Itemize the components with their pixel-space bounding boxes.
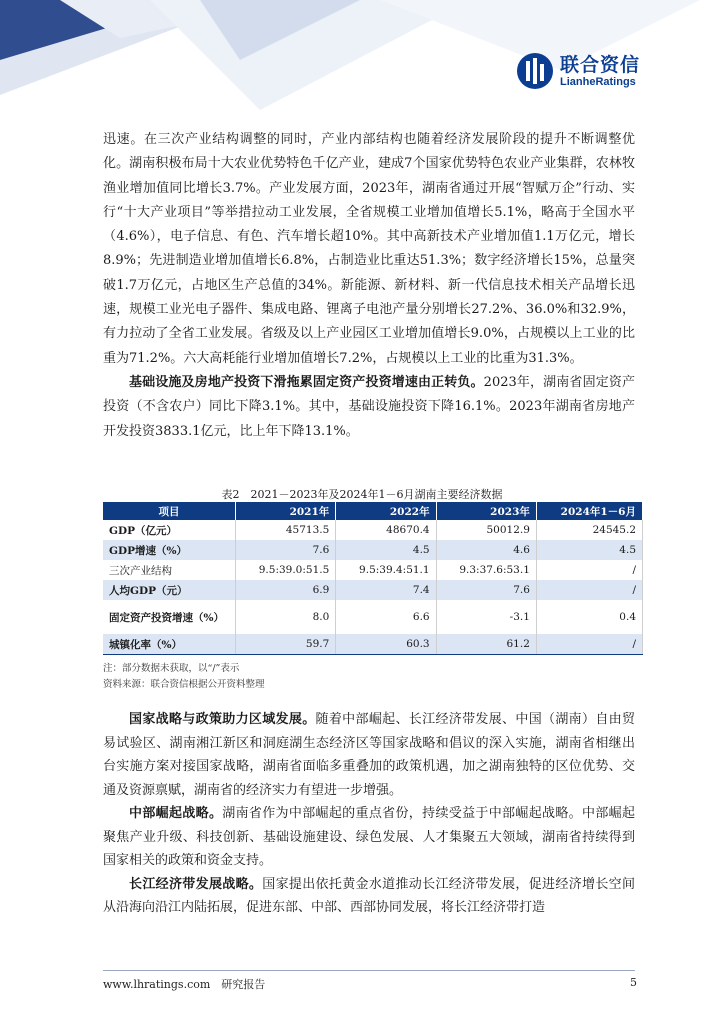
table-row: [103, 600, 643, 634]
table-cell: 6.9: [236, 580, 336, 600]
table-header-cell: 2023年: [436, 502, 536, 520]
table-cell: 9.5:39.0:51.5: [236, 560, 336, 580]
table-cell: 9.5:39.4:51.1: [336, 560, 436, 580]
paragraph-national-strategy-heading: 国家战略与政策助力区域发展。: [129, 712, 316, 727]
paragraph-yangtze-heading: 长江经济带发展战略。: [129, 876, 263, 892]
table-cell: 4.5: [336, 540, 436, 560]
table-row: [103, 520, 643, 540]
paragraph-investment-heading: 基础设施及房地产投资下滑拖累固定资产投资增速由正转负。: [129, 374, 484, 390]
table-cell: 7.6: [236, 540, 336, 560]
paragraph-central-rise-heading: 中部崛起战略。: [129, 806, 223, 821]
paragraph-industry: 迅速。在三次产业结构调整的同时，产业内部结构也随着经济发展阶段的提升不断调整优化。湖南积极布局十大农业优势特色千亿产业，建成7个国家优势特色农业产业集群，农林牧渔业增加值同比增长3.7%。产业发展方面，2023年，湖南省通过开展“智赋万企”行动、实行“十大产业项目”等举措拉动工业发展，全省规模工业增加值增长5.1%，略高于全国水平（4.6%），电子信息、有色、汽车增长超10%。其中高新技术产业增加值1.1万亿元，增长8.9%；先进制造业增加值增长6.8%，占制造业比重达51.3%；数字经济增长15%，总量突破1.7万亿元，占地区生产总值的34%。新能源、新材料、新一代信息技术相关产品增长迅速，规模工业光电子器件、集成电路、锂离子电池产量分别增长27.2%、36.0%和32.9%，有力拉动了全省工业发展。省级及以上产业园区工业增加值增长9.0%，占规模以上工业的比重为71.2%。六大高耗能行业增加值增长7.2%，占规模以上工业的比重为31.3%。: [103, 132, 635, 366]
row-label: GDP（亿元）: [103, 520, 236, 540]
table-cell: 48670.4: [336, 520, 436, 540]
footer-site: www.lhratings.com 研究报告: [103, 978, 266, 991]
table-cell: 9.3:37.6:53.1: [436, 560, 536, 580]
page-number: 5: [630, 976, 637, 989]
paragraph-yangtze-text: 国家提出依托黄金水道推动长江经济带发展，促进经济增长空间从沿海向沿江内陆拓展，促进东部、中部、西部协同发展，将长江经济带打造: [103, 876, 635, 915]
table-cell: 7.4: [336, 580, 436, 600]
table-cell: 0.4: [536, 600, 642, 634]
footer-divider: [103, 970, 635, 971]
row-label: 城镇化率（%）: [103, 634, 236, 655]
paragraph-yangtze: [103, 873, 635, 920]
logo-cn-text: 联合资信: [560, 53, 641, 76]
table-cell: /: [536, 560, 642, 580]
table-row: [103, 560, 643, 580]
table-header-cell: 项目: [103, 502, 236, 520]
table-header-cell: 2022年: [336, 502, 436, 520]
economic-data-table: [103, 502, 643, 655]
body-text-top: [103, 128, 635, 444]
paragraph-national-strategy: [103, 708, 635, 802]
table-row: [103, 540, 643, 560]
logo-en-text: LianheRatings: [560, 75, 636, 88]
table-cell: 61.2: [436, 634, 536, 655]
table-header-row: [103, 502, 643, 520]
lianhe-logo-icon: [516, 52, 554, 90]
paragraph-central-rise: [103, 802, 635, 873]
table-cell: 8.0: [236, 600, 336, 634]
table-cell: 4.6: [436, 540, 536, 560]
table-cell: 45713.5: [236, 520, 336, 540]
table-cell: 50012.9: [436, 520, 536, 540]
table-source: 资料来源：联合资信根据公开资料整理: [103, 679, 265, 690]
table-cell: 60.3: [336, 634, 436, 655]
table-cell: -3.1: [436, 600, 536, 634]
row-label: GDP增速（%）: [103, 540, 236, 560]
row-label: 三次产业结构: [103, 560, 236, 580]
table-row: [103, 634, 643, 655]
paragraph-investment-text: 2023年，湖南省固定资产投资（不含农户）同比下降3.1%。其中，基础设施投资下降16.1%。2023年湖南省房地产开发投资3833.1亿元，比上年下降13.1%。: [103, 374, 635, 439]
paragraph-investment: [103, 371, 635, 444]
table-cell: 24545.2: [536, 520, 642, 540]
paragraph-national-strategy-text: 随着中部崛起、长江经济带发展、中国（湖南）自由贸易试验区、湖南湘江新区和洞庭湖生态经济区等国家战略和倡议的深入实施，湖南省相继出台实施方案对接国家战略，湖南省面临多重叠加的政策机遇，加之湖南独特的区位优势、交通及资源禀赋，湖南省的经济实力有望进一步增强。: [103, 712, 635, 798]
row-label: 固定资产投资增速（%）: [103, 600, 236, 634]
table-cell: 7.6: [436, 580, 536, 600]
table-header-cell: 2021年: [236, 502, 336, 520]
table-cell: /: [536, 634, 642, 655]
table-row: [103, 580, 643, 600]
table-cell: 59.7: [236, 634, 336, 655]
table-title: 表2 2021－2023年及2024年1－6月湖南主要经济数据: [221, 488, 503, 501]
table-cell: 4.5: [536, 540, 642, 560]
table-header-cell: 2024年1－6月: [536, 502, 642, 520]
table-note: 注：部分数据未获取，以“/”表示: [103, 663, 240, 674]
body-text-bottom: [103, 708, 635, 920]
row-label: 人均GDP（元）: [103, 580, 236, 600]
paragraph-central-rise-text: 湖南省作为中部崛起的重点省份，持续受益于中部崛起战略。中部崛起聚焦产业升级、科技创新、基础设施建设、绿色发展、人才集聚五大领域，湖南省持续得到国家相关的政策和资金支持。: [103, 806, 635, 868]
company-logo: [516, 52, 640, 90]
table-cell: /: [536, 580, 642, 600]
table-cell: 6.6: [336, 600, 436, 634]
